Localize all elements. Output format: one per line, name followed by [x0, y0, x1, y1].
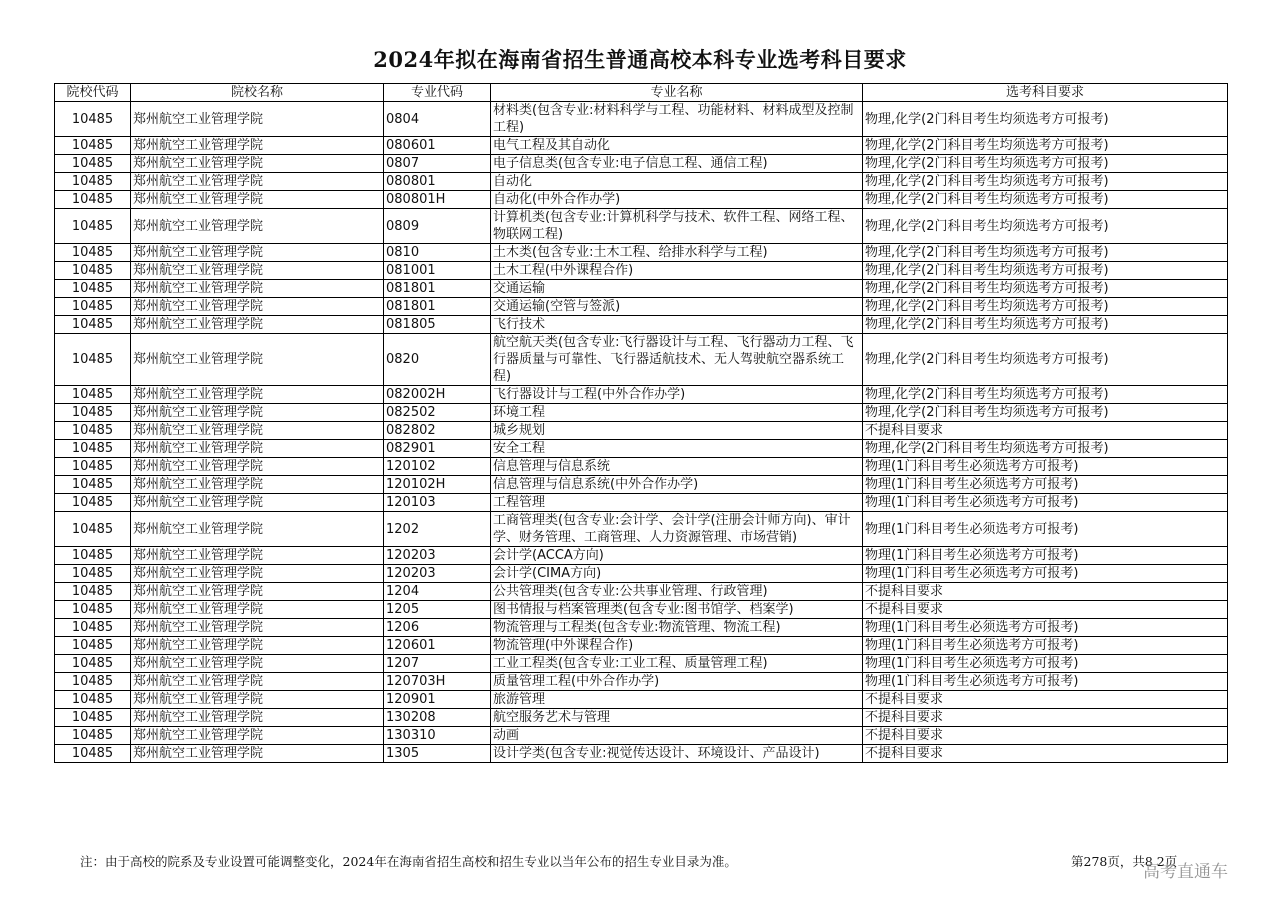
- major-name-cell: 航空航天类(包含专业:飞行器设计与工程、飞行器动力工程、飞行器质量与可靠性、飞行器适航技术、无人驾驶航空器系统工程): [491, 334, 863, 386]
- school-code-cell: 10485: [55, 583, 131, 601]
- subject-requirement-cell: 物理(1门科目考生必须选考方可报考): [863, 458, 1228, 476]
- school-name-cell: 郑州航空工业管理学院: [131, 691, 384, 709]
- school-name-cell: 郑州航空工业管理学院: [131, 209, 384, 244]
- major-name-cell: 动画: [491, 727, 863, 745]
- header-subject-requirement: 选考科目要求: [863, 84, 1228, 102]
- footnote: 注：由于高校的院系及专业设置可能调整变化，2024年在海南省招生高校和招生专业以当年公布的招生专业目录为准。: [80, 854, 737, 869]
- major-name-cell: 飞行器设计与工程(中外合作办学): [491, 386, 863, 404]
- table-row: [55, 137, 1228, 155]
- major-code-cell: 080801: [384, 173, 491, 191]
- school-code-cell: 10485: [55, 440, 131, 458]
- major-name-cell: 航空服务艺术与管理: [491, 709, 863, 727]
- table-header-row: [55, 84, 1228, 102]
- school-name-cell: 郑州航空工业管理学院: [131, 709, 384, 727]
- major-code-cell: 0804: [384, 102, 491, 137]
- school-code-cell: 10485: [55, 745, 131, 763]
- major-name-cell: 物流管理与工程类(包含专业:物流管理、物流工程): [491, 619, 863, 637]
- subject-requirement-cell: 物理,化学(2门科目考生均须选考方可报考): [863, 102, 1228, 137]
- major-code-cell: 120601: [384, 637, 491, 655]
- school-name-cell: 郑州航空工业管理学院: [131, 155, 384, 173]
- school-code-cell: 10485: [55, 512, 131, 547]
- major-code-cell: 1207: [384, 655, 491, 673]
- major-code-cell: 080601: [384, 137, 491, 155]
- subject-requirement-cell: 物理(1门科目考生必须选考方可报考): [863, 547, 1228, 565]
- subject-requirement-cell: 物理,化学(2门科目考生均须选考方可报考): [863, 155, 1228, 173]
- table-row: [55, 709, 1228, 727]
- subject-requirement-cell: 物理(1门科目考生必须选考方可报考): [863, 619, 1228, 637]
- subject-requirement-cell: 物理(1门科目考生必须选考方可报考): [863, 673, 1228, 691]
- subject-requirement-cell: 物理,化学(2门科目考生均须选考方可报考): [863, 404, 1228, 422]
- major-code-cell: 1202: [384, 512, 491, 547]
- school-name-cell: 郑州航空工业管理学院: [131, 745, 384, 763]
- school-code-cell: 10485: [55, 280, 131, 298]
- subject-requirement-cell: 物理,化学(2门科目考生均须选考方可报考): [863, 262, 1228, 280]
- major-name-cell: 公共管理类(包含专业:公共事业管理、行政管理): [491, 583, 863, 601]
- major-code-cell: 0810: [384, 244, 491, 262]
- school-code-cell: 10485: [55, 298, 131, 316]
- table-row: [55, 334, 1228, 386]
- table-row: [55, 316, 1228, 334]
- school-name-cell: 郑州航空工业管理学院: [131, 601, 384, 619]
- school-code-cell: 10485: [55, 655, 131, 673]
- major-name-cell: 计算机类(包含专业:计算机科学与技术、软件工程、网络工程、物联网工程): [491, 209, 863, 244]
- table-row: [55, 673, 1228, 691]
- school-name-cell: 郑州航空工业管理学院: [131, 512, 384, 547]
- major-code-cell: 120102H: [384, 476, 491, 494]
- major-code-cell: 082502: [384, 404, 491, 422]
- subject-requirement-cell: 不提科目要求: [863, 745, 1228, 763]
- school-name-cell: 郑州航空工业管理学院: [131, 422, 384, 440]
- major-name-cell: 信息管理与信息系统(中外合作办学): [491, 476, 863, 494]
- subject-requirement-cell: 物理,化学(2门科目考生均须选考方可报考): [863, 137, 1228, 155]
- school-code-cell: 10485: [55, 547, 131, 565]
- major-code-cell: 081805: [384, 316, 491, 334]
- major-name-cell: 交通运输(空管与签派): [491, 298, 863, 316]
- school-name-cell: 郑州航空工业管理学院: [131, 404, 384, 422]
- major-name-cell: 交通运输: [491, 280, 863, 298]
- school-name-cell: 郑州航空工业管理学院: [131, 137, 384, 155]
- major-name-cell: 安全工程: [491, 440, 863, 458]
- major-code-cell: 081001: [384, 262, 491, 280]
- table-row: [55, 298, 1228, 316]
- table-row: [55, 655, 1228, 673]
- major-name-cell: 工业工程类(包含专业:工业工程、质量管理工程): [491, 655, 863, 673]
- major-code-cell: 1205: [384, 601, 491, 619]
- table-row: [55, 440, 1228, 458]
- major-code-cell: 0809: [384, 209, 491, 244]
- table-row: [55, 386, 1228, 404]
- major-code-cell: 080801H: [384, 191, 491, 209]
- table-row: [55, 512, 1228, 547]
- table-row: [55, 458, 1228, 476]
- school-name-cell: 郑州航空工业管理学院: [131, 637, 384, 655]
- major-name-cell: 城乡规划: [491, 422, 863, 440]
- subject-requirement-cell: 物理(1门科目考生必须选考方可报考): [863, 655, 1228, 673]
- major-code-cell: 120901: [384, 691, 491, 709]
- table-row: [55, 280, 1228, 298]
- subject-requirement-cell: 物理(1门科目考生必须选考方可报考): [863, 476, 1228, 494]
- table-body: [55, 102, 1228, 763]
- major-code-cell: 0807: [384, 155, 491, 173]
- header-school-code: 院校代码: [55, 84, 131, 102]
- major-code-cell: 1305: [384, 745, 491, 763]
- school-name-cell: 郑州航空工业管理学院: [131, 547, 384, 565]
- subject-requirement-cell: 物理,化学(2门科目考生均须选考方可报考): [863, 334, 1228, 386]
- major-code-cell: 081801: [384, 280, 491, 298]
- table-row: [55, 476, 1228, 494]
- table-row: [55, 637, 1228, 655]
- school-name-cell: 郑州航空工业管理学院: [131, 262, 384, 280]
- major-name-cell: 土木类(包含专业:土木工程、给排水科学与工程): [491, 244, 863, 262]
- major-name-cell: 电气工程及其自动化: [491, 137, 863, 155]
- major-name-cell: 自动化: [491, 173, 863, 191]
- major-name-cell: 环境工程: [491, 404, 863, 422]
- table-row: [55, 619, 1228, 637]
- table-row: [55, 601, 1228, 619]
- school-name-cell: 郑州航空工业管理学院: [131, 173, 384, 191]
- school-name-cell: 郑州航空工业管理学院: [131, 386, 384, 404]
- school-code-cell: 10485: [55, 727, 131, 745]
- subject-requirement-cell: 物理,化学(2门科目考生均须选考方可报考): [863, 316, 1228, 334]
- school-name-cell: 郑州航空工业管理学院: [131, 655, 384, 673]
- subject-requirement-cell: 物理,化学(2门科目考生均须选考方可报考): [863, 386, 1228, 404]
- table-row: [55, 494, 1228, 512]
- major-name-cell: 飞行技术: [491, 316, 863, 334]
- major-name-cell: 质量管理工程(中外合作办学): [491, 673, 863, 691]
- table-row: [55, 583, 1228, 601]
- subject-requirement-cell: 不提科目要求: [863, 709, 1228, 727]
- table-row: [55, 547, 1228, 565]
- major-name-cell: 会计学(ACCA方向): [491, 547, 863, 565]
- school-code-cell: 10485: [55, 673, 131, 691]
- major-name-cell: 土木工程(中外课程合作): [491, 262, 863, 280]
- major-code-cell: 082002H: [384, 386, 491, 404]
- major-code-cell: 120102: [384, 458, 491, 476]
- school-name-cell: 郑州航空工业管理学院: [131, 244, 384, 262]
- school-name-cell: 郑州航空工业管理学院: [131, 494, 384, 512]
- school-code-cell: 10485: [55, 691, 131, 709]
- school-name-cell: 郑州航空工业管理学院: [131, 280, 384, 298]
- requirements-table: [54, 83, 1228, 763]
- major-name-cell: 设计学类(包含专业:视觉传达设计、环境设计、产品设计): [491, 745, 863, 763]
- table-row: [55, 191, 1228, 209]
- school-code-cell: 10485: [55, 476, 131, 494]
- subject-requirement-cell: 不提科目要求: [863, 727, 1228, 745]
- table-row: [55, 244, 1228, 262]
- header-school-name: 院校名称: [131, 84, 384, 102]
- school-code-cell: 10485: [55, 316, 131, 334]
- school-code-cell: 10485: [55, 601, 131, 619]
- table-row: [55, 102, 1228, 137]
- major-code-cell: 0820: [384, 334, 491, 386]
- school-code-cell: 10485: [55, 137, 131, 155]
- major-code-cell: 120203: [384, 565, 491, 583]
- major-code-cell: 120103: [384, 494, 491, 512]
- major-code-cell: 120203: [384, 547, 491, 565]
- subject-requirement-cell: 不提科目要求: [863, 583, 1228, 601]
- school-code-cell: 10485: [55, 619, 131, 637]
- school-name-cell: 郑州航空工业管理学院: [131, 476, 384, 494]
- subject-requirement-cell: 物理(1门科目考生必须选考方可报考): [863, 494, 1228, 512]
- major-name-cell: 图书情报与档案管理类(包含专业:图书馆学、档案学): [491, 601, 863, 619]
- table-row: [55, 262, 1228, 280]
- school-name-cell: 郑州航空工业管理学院: [131, 565, 384, 583]
- subject-requirement-cell: 物理,化学(2门科目考生均须选考方可报考): [863, 440, 1228, 458]
- school-name-cell: 郑州航空工业管理学院: [131, 191, 384, 209]
- subject-requirement-cell: 物理,化学(2门科目考生均须选考方可报考): [863, 244, 1228, 262]
- subject-requirement-cell: 物理,化学(2门科目考生均须选考方可报考): [863, 209, 1228, 244]
- major-name-cell: 工程管理: [491, 494, 863, 512]
- header-major-name: 专业名称: [491, 84, 863, 102]
- school-code-cell: 10485: [55, 209, 131, 244]
- school-code-cell: 10485: [55, 637, 131, 655]
- school-code-cell: 10485: [55, 102, 131, 137]
- subject-requirement-cell: 物理(1门科目考生必须选考方可报考): [863, 637, 1228, 655]
- school-name-cell: 郑州航空工业管理学院: [131, 298, 384, 316]
- table-row: [55, 727, 1228, 745]
- school-code-cell: 10485: [55, 386, 131, 404]
- table-row: [55, 209, 1228, 244]
- subject-requirement-cell: 物理,化学(2门科目考生均须选考方可报考): [863, 191, 1228, 209]
- subject-requirement-cell: 物理,化学(2门科目考生均须选考方可报考): [863, 173, 1228, 191]
- subject-requirement-cell: 不提科目要求: [863, 422, 1228, 440]
- school-name-cell: 郑州航空工业管理学院: [131, 440, 384, 458]
- subject-requirement-cell: 物理(1门科目考生必须选考方可报考): [863, 565, 1228, 583]
- school-code-cell: 10485: [55, 458, 131, 476]
- school-name-cell: 郑州航空工业管理学院: [131, 619, 384, 637]
- school-code-cell: 10485: [55, 709, 131, 727]
- page-number: 第278页，共8 2页: [1071, 854, 1178, 869]
- school-code-cell: 10485: [55, 191, 131, 209]
- major-code-cell: 130310: [384, 727, 491, 745]
- major-code-cell: 082901: [384, 440, 491, 458]
- school-code-cell: 10485: [55, 422, 131, 440]
- table-row: [55, 691, 1228, 709]
- major-code-cell: 130208: [384, 709, 491, 727]
- major-code-cell: 081801: [384, 298, 491, 316]
- table-row: [55, 404, 1228, 422]
- header-major-code: 专业代码: [384, 84, 491, 102]
- table-row: [55, 422, 1228, 440]
- school-code-cell: 10485: [55, 404, 131, 422]
- school-code-cell: 10485: [55, 155, 131, 173]
- major-name-cell: 工商管理类(包含专业:会计学、会计学(注册会计师方向)、审计学、财务管理、工商管理、人力资源管理、市场营销): [491, 512, 863, 547]
- subject-requirement-cell: 物理,化学(2门科目考生均须选考方可报考): [863, 298, 1228, 316]
- major-name-cell: 信息管理与信息系统: [491, 458, 863, 476]
- school-name-cell: 郑州航空工业管理学院: [131, 102, 384, 137]
- major-name-cell: 电子信息类(包含专业:电子信息工程、通信工程): [491, 155, 863, 173]
- table-row: [55, 173, 1228, 191]
- school-code-cell: 10485: [55, 334, 131, 386]
- table-row: [55, 745, 1228, 763]
- school-name-cell: 郑州航空工业管理学院: [131, 316, 384, 334]
- subject-requirement-cell: 不提科目要求: [863, 601, 1228, 619]
- watermark: 高考直通车: [1143, 862, 1228, 882]
- school-code-cell: 10485: [55, 494, 131, 512]
- major-code-cell: 082802: [384, 422, 491, 440]
- school-code-cell: 10485: [55, 565, 131, 583]
- table-row: [55, 155, 1228, 173]
- subject-requirement-cell: 不提科目要求: [863, 691, 1228, 709]
- major-name-cell: 旅游管理: [491, 691, 863, 709]
- school-name-cell: 郑州航空工业管理学院: [131, 458, 384, 476]
- school-code-cell: 10485: [55, 244, 131, 262]
- school-code-cell: 10485: [55, 173, 131, 191]
- subject-requirement-cell: 物理,化学(2门科目考生均须选考方可报考): [863, 280, 1228, 298]
- major-name-cell: 物流管理(中外课程合作): [491, 637, 863, 655]
- school-code-cell: 10485: [55, 262, 131, 280]
- subject-requirement-cell: 物理(1门科目考生必须选考方可报考): [863, 512, 1228, 547]
- school-name-cell: 郑州航空工业管理学院: [131, 583, 384, 601]
- school-name-cell: 郑州航空工业管理学院: [131, 727, 384, 745]
- major-name-cell: 会计学(CIMA方向): [491, 565, 863, 583]
- major-name-cell: 自动化(中外合作办学): [491, 191, 863, 209]
- school-name-cell: 郑州航空工业管理学院: [131, 673, 384, 691]
- page-title: 2024年拟在海南省招生普通高校本科专业选考科目要求: [373, 47, 907, 72]
- major-name-cell: 材料类(包含专业:材料科学与工程、功能材料、材料成型及控制工程): [491, 102, 863, 137]
- major-code-cell: 1206: [384, 619, 491, 637]
- school-name-cell: 郑州航空工业管理学院: [131, 334, 384, 386]
- major-code-cell: 120703H: [384, 673, 491, 691]
- major-code-cell: 1204: [384, 583, 491, 601]
- table-row: [55, 565, 1228, 583]
